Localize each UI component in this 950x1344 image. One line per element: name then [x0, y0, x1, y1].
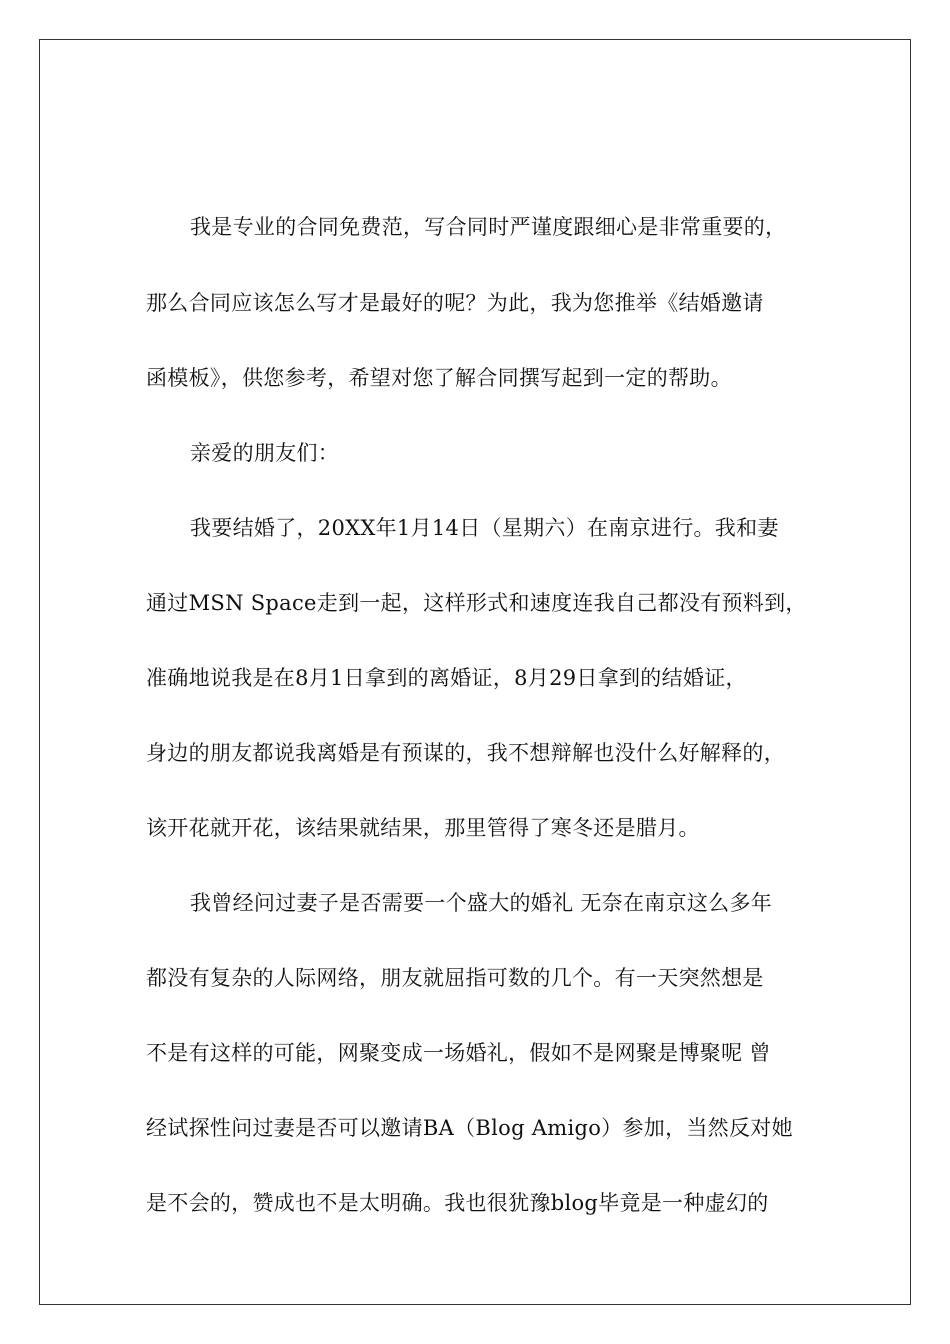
paragraph-line-5: 我要结婚了，20XX年1月14日（星期六）在南京进行。我和妻 — [190, 516, 779, 540]
paragraph-line-3: 函模板》，供您参考，希望对您了解合同撰写起到一定的帮助。 — [146, 366, 732, 390]
paragraph-line-8: 身边的朋友都说我离婚是有预谋的，我不想辩解也没什么好解释的， — [146, 741, 785, 765]
paragraph-line-10: 我曾经问过妻子是否需要一个盛大的婚礼 无奈在南京这么多年 — [190, 891, 773, 915]
paragraph-line-1: 我是专业的合同免费范，写合同时严谨度跟细心是非常重要的， — [190, 215, 787, 239]
paragraph-line-12: 不是有这样的可能，网聚变成一场婚礼，假如不是网聚是博聚呢 曾 — [146, 1041, 771, 1065]
paragraph-line-14: 是不会的，赞成也不是太明确。我也很犹豫blog毕竟是一种虚幻的 — [146, 1191, 769, 1215]
paragraph-line-2: 那么合同应该怎么写才是最好的呢？为此，我为您推举《结婚邀请 — [146, 291, 764, 315]
paragraph-line-9: 该开花就开花，该结果就结果，那里管得了寒冬还是腊月。 — [146, 816, 700, 840]
salutation-line: 亲爱的朋友们： — [190, 441, 340, 465]
paragraph-line-13: 经试探性问过妻是否可以邀请BA（Blog Amigo）参加，当然反对她 — [146, 1116, 793, 1140]
paragraph-line-11: 都没有复杂的人际网络，朋友就屈指可数的几个。有一天突然想是 — [146, 966, 764, 990]
paragraph-line-7: 准确地说我是在8月1日拿到的离婚证，8月29日拿到的结婚证， — [146, 666, 747, 690]
paragraph-line-6: 通过MSN Space走到一起，这样形式和速度连我自己都没有预料到， — [146, 591, 807, 615]
